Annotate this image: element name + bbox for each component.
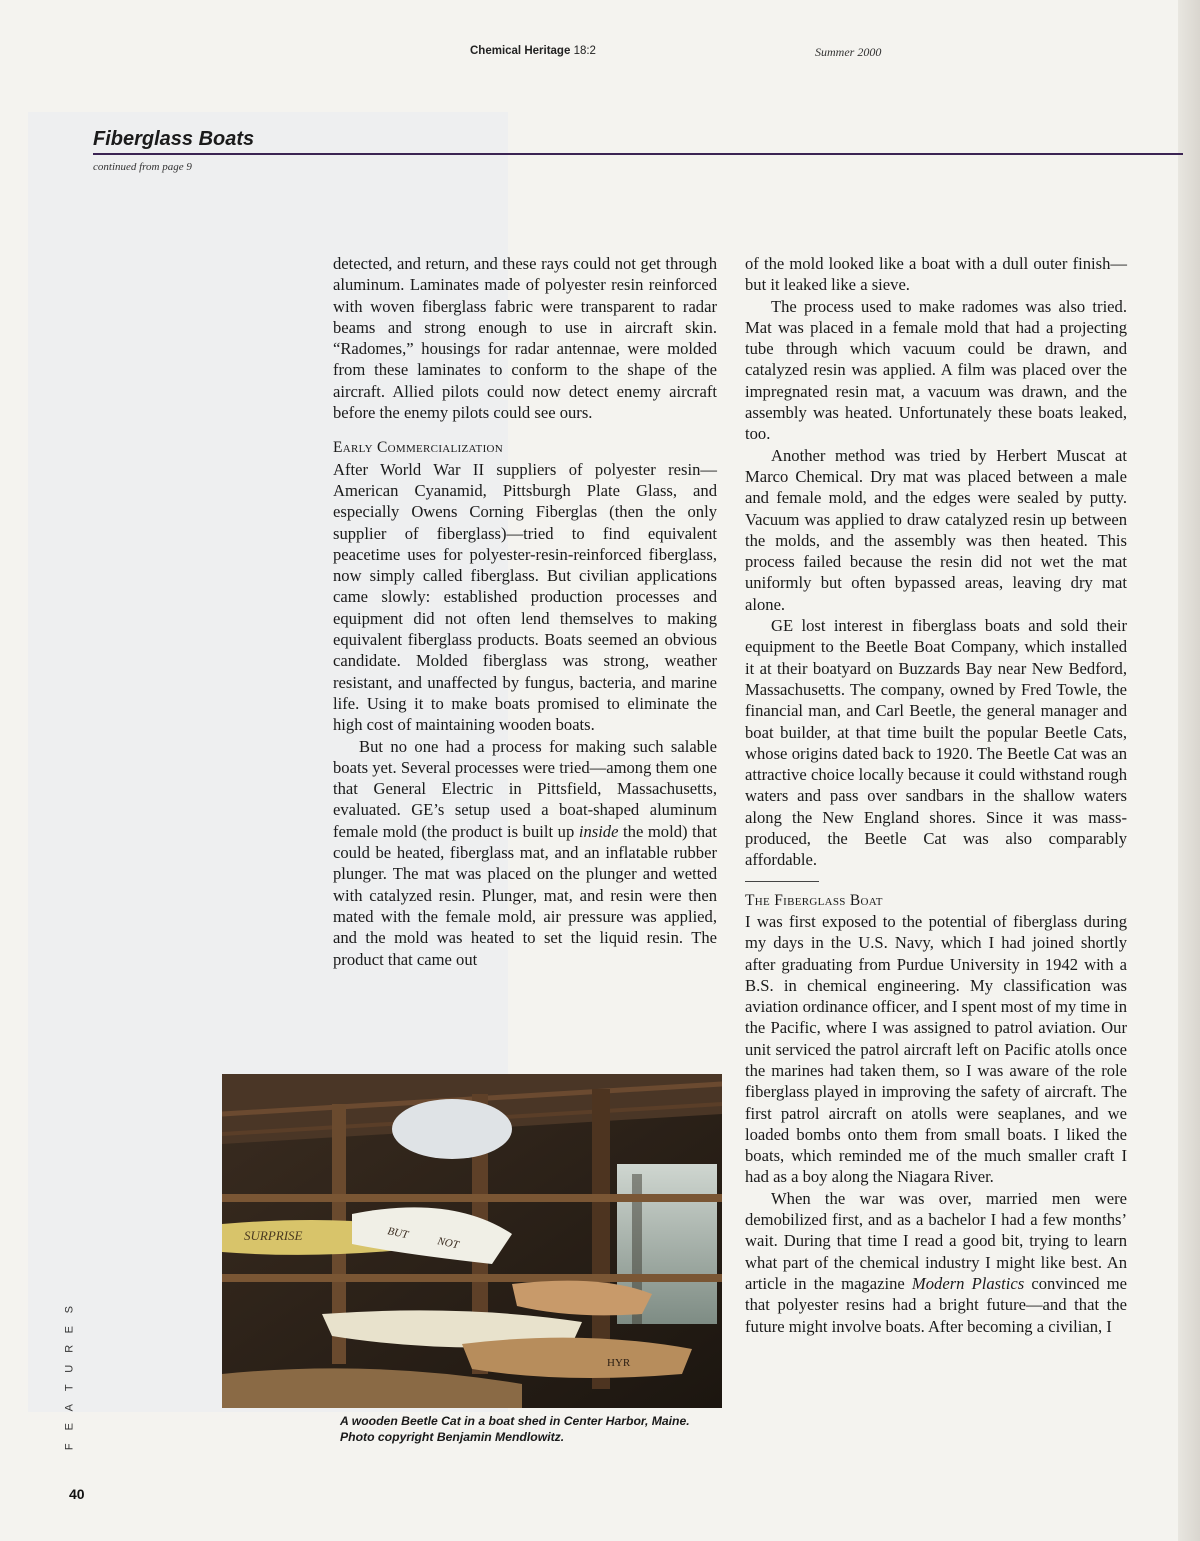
paragraph: Another method was tried by Herbert Muscat at Marco Chemical. Dry mat was placed between a male and female mold, and the edges were sealed by putty. Vacuum was applied to draw catalyzed resin up between the molds, and the assembly was then heated. This process failed because the resin did not wet the mat uniformly but often bypassed areas, leaving dry mat alone. <box>745 445 1127 614</box>
subhead-early-commercialization: Early Commercialization <box>333 439 504 457</box>
continued-note: continued from page 9 <box>93 161 192 173</box>
subhead-rule <box>745 881 819 882</box>
paragraph: detected, and return, and these rays could not get through aluminum. Laminates made of polyester resin reinforced with woven fiberglass fabric were transparent to radar beams and strong enough to use in aircraft skin. “Radomes,” housings for radar antennae, were molded from these laminates to conform to the shape of the aircraft. Allied pilots could now detect enemy aircraft before the enemy pilots could see ours. <box>333 254 717 423</box>
title-rule <box>93 153 1183 155</box>
paragraph: When the war was over, married men were demobilized first, and as a bachelor I had a few months’ wait. During that time I read a good bit, trying to learn what part of the chemical industry I might like best. An article in the magazine Modern Plastics convinced me that polyester resins had a bright future—and that the future might involve boats. After becoming a civilian, I <box>745 1188 1128 1336</box>
paragraph: After World War II suppliers of polyester resin—American Cyanamid, Pittsburgh Plate Glass, and especially Owens Corning Fiberglas (then the only supplier of fiberglass)—tried to find equivalent peacetime uses for polyester-resin-reinforced fiberglass, now simply called fiberglass. But civilian applications came slowly: established production processes and equipment did not often lend themselves to making equivalent fiberglass products. Boats seemed an obvious candidate. Molded fiberglass was strong, weather resistant, and unaffected by fungus, bacteria, and marine life. Using it to make boats promised to eliminate the high cost of maintaining wooden boats. <box>333 459 717 735</box>
photo-caption: A wooden Beetle Cat in a boat shed in Center Harbor, Maine. Photo copyright Benjamin Mendlowitz. <box>340 1414 690 1444</box>
paragraph: The process used to make radomes was also tried. Mat was placed in a female mold that had a projecting tube through which vacuum could be drawn, and catalyzed resin was applied. A film was placed over the impregnated resin mat, a vacuum was drawn, and the assembly was heated. Unfortunately these boats leaked, too. <box>745 296 1127 444</box>
running-header <box>470 45 596 57</box>
paragraph: I was first exposed to the potential of fiberglass during my days in the U.S. Navy, which I had joined shortly after graduating from Purdue University in 1942 with a B.S. in chemical engineering. My classification was aviation ordinance officer, and I spent most of my time in the Pacific, where I was assigned to patrol aviation. Our unit serviced the patrol aircraft left on Pacific atolls once the marines had taken them, so I was aware of the role fiberglass played in improving the safety of aircraft. The first patrol aircraft on atolls were seaplanes, and we loaded bombs onto them from small boats. I liked the boats, which reminded me of the much smaller craft I had as a boy along the Niagara River. <box>745 911 1127 1187</box>
boat-shed-photo <box>222 1074 722 1408</box>
paragraph: GE lost interest in fiberglass boats and sold their equipment to the Beetle Boat Company, which installed it at their boatyard on Buzzards Bay near New Bedford, Massachusetts. The company, owned by Fred Towle, the financial man, and Carl Beetle, the general manager and boat builder, at that time built the popular Beetle Cats, whose origins dated back to 1920. The Beetle Cat was an attractive choice locally because it could withstand rough waters and pass over sandbars in the shallow waters along the New England shores. Since it was mass-produced, the Beetle Cat was also comparably affordable. <box>745 616 1127 870</box>
paragraph: of the mold looked like a boat with a dull outer finish—but it leaked like a sieve. <box>745 254 1127 295</box>
journal-name: Chemical Heritage <box>470 45 571 57</box>
subhead-fiberglass-boat: The Fiberglass Boat <box>745 891 883 909</box>
boat-name-surprise: SURPRISE <box>244 1228 303 1243</box>
paragraph: But no one had a process for making such salable boats yet. Several processes were tried—among them one that General Electric in Pittsfield, Massachusetts, evaluated. GE’s setup used a boat-shaped aluminum female mold (the product is built up inside the mold) that could be heated, fiberglass mat, and an inflatable rubber plunger. The mat was placed on the plunger and wetted with catalyzed resin. Plunger, mat, and resin were then mated with the female mold, air pressure was applied, and the mold was heated to set the liquid resin. The product that came out <box>333 736 717 969</box>
section-label-features: S E R U T A E F <box>63 1306 76 1450</box>
issue-number: 18:2 <box>573 45 596 57</box>
boat-name-hyr: HYR <box>607 1357 631 1369</box>
boat-name-not: NOT <box>436 1235 460 1252</box>
page-edge <box>1178 0 1200 1541</box>
page-number: 40 <box>69 1486 85 1502</box>
boat-name-but: BUT <box>386 1225 410 1242</box>
issue-date: Summer 2000 <box>815 45 882 59</box>
text-column-1 <box>333 253 717 970</box>
text-column-2 <box>745 253 1127 1337</box>
article-title: Fiberglass Boats <box>93 128 255 150</box>
